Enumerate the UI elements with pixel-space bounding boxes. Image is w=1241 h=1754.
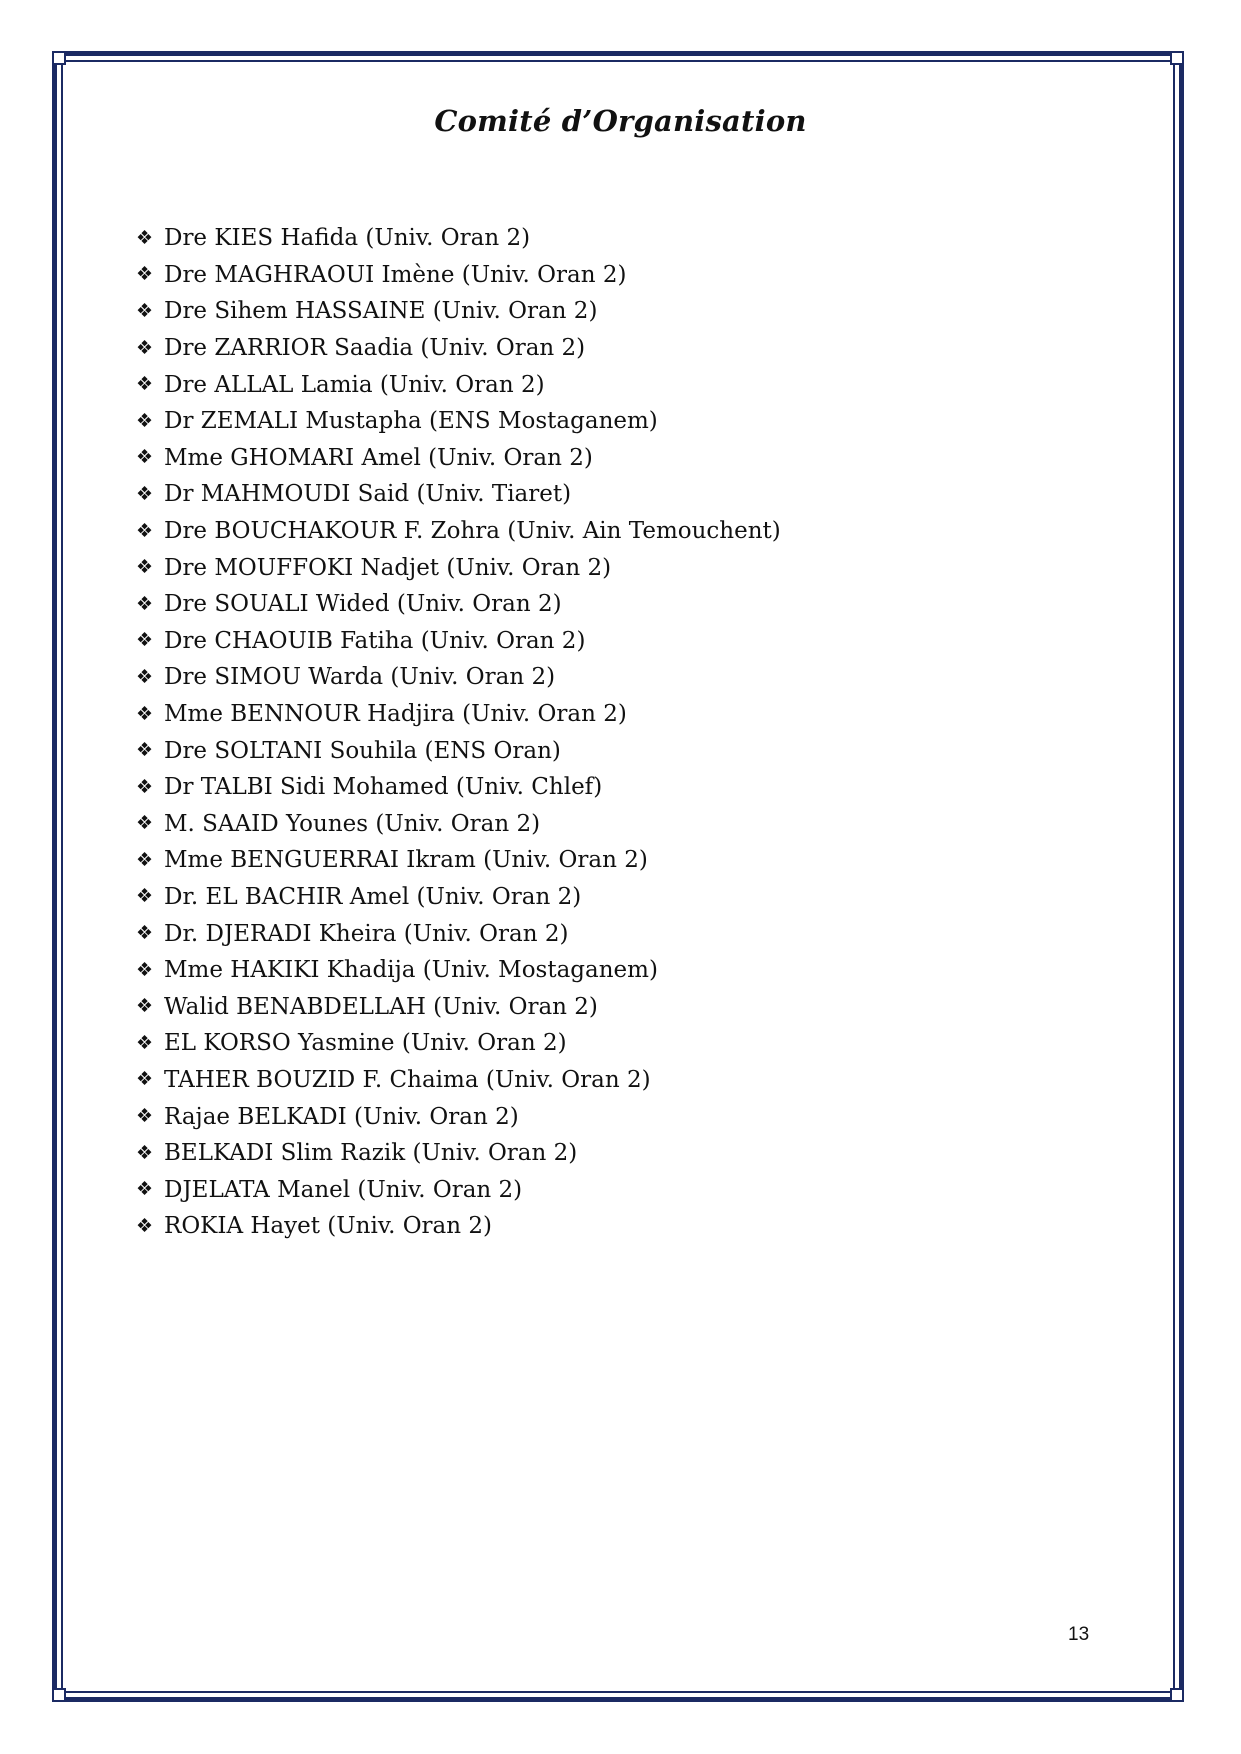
four-diamond-ornament-icon: ❖ (136, 958, 154, 981)
four-diamond-ornament-icon: ❖ (136, 848, 154, 871)
four-diamond-ornament-icon: ❖ (136, 299, 154, 322)
member-name: Rajae BELKADI (Univ. Oran 2) (164, 1103, 519, 1130)
member-name: Dre Sihem HASSAINE (Univ. Oran 2) (164, 298, 598, 325)
four-diamond-ornament-icon: ❖ (136, 263, 154, 286)
member-name: Walid BENABDELLAH (Univ. Oran 2) (164, 993, 598, 1020)
four-diamond-ornament-icon: ❖ (136, 409, 154, 432)
list-item (136, 1135, 781, 1172)
list-item (136, 952, 781, 989)
list-item (136, 293, 781, 330)
member-name: TAHER BOUZID F. Chaima (Univ. Oran 2) (164, 1066, 651, 1093)
list-item (136, 366, 781, 403)
page-number: 13 (1068, 1624, 1090, 1645)
member-name: Mme BENNOUR Hadjira (Univ. Oran 2) (164, 701, 627, 728)
four-diamond-ornament-icon: ❖ (136, 1031, 154, 1054)
four-diamond-ornament-icon: ❖ (136, 885, 154, 908)
member-name: Dr. EL BACHIR Amel (Univ. Oran 2) (164, 883, 582, 910)
list-item (136, 1171, 781, 1208)
four-diamond-ornament-icon: ❖ (136, 226, 154, 249)
member-name: Dre MAGHRAOUI Imène (Univ. Oran 2) (164, 261, 627, 288)
list-item (136, 1062, 781, 1099)
border-corner-top-left (52, 51, 66, 65)
organizing-committee-list (136, 220, 781, 1245)
four-diamond-ornament-icon: ❖ (136, 1068, 154, 1091)
list-item (136, 513, 781, 550)
four-diamond-ornament-icon: ❖ (136, 702, 154, 725)
member-name: Dr TALBI Sidi Mohamed (Univ. Chlef) (164, 774, 603, 801)
border-corner-bottom-right (1170, 1688, 1184, 1702)
member-name: Dre SOLTANI Souhila (ENS Oran) (164, 737, 561, 764)
four-diamond-ornament-icon: ❖ (136, 373, 154, 396)
member-name: Dre SIMOU Warda (Univ. Oran 2) (164, 664, 556, 691)
member-name: Dr ZEMALI Mustapha (ENS Mostaganem) (164, 408, 658, 435)
four-diamond-ornament-icon: ❖ (136, 775, 154, 798)
four-diamond-ornament-icon: ❖ (136, 446, 154, 469)
four-diamond-ornament-icon: ❖ (136, 592, 154, 615)
member-name: Dre ZARRIOR Saadia (Univ. Oran 2) (164, 335, 586, 362)
list-item (136, 915, 781, 952)
member-name: Dr MAHMOUDI Said (Univ. Tiaret) (164, 481, 572, 508)
four-diamond-ornament-icon: ❖ (136, 1214, 154, 1237)
list-item (136, 659, 781, 696)
member-name: ROKIA Hayet (Univ. Oran 2) (164, 1213, 492, 1240)
list-item (136, 1025, 781, 1062)
list-item (136, 440, 781, 477)
list-item (136, 586, 781, 623)
member-name: Dre KIES Hafida (Univ. Oran 2) (164, 225, 531, 252)
member-name: Dr. DJERADI Kheira (Univ. Oran 2) (164, 920, 569, 947)
list-item (136, 769, 781, 806)
member-name: DJELATA Manel (Univ. Oran 2) (164, 1176, 523, 1203)
four-diamond-ornament-icon: ❖ (136, 519, 154, 542)
list-item (136, 732, 781, 769)
list-item (136, 220, 781, 257)
border-corner-bottom-left (52, 1688, 66, 1702)
four-diamond-ornament-icon: ❖ (136, 812, 154, 835)
four-diamond-ornament-icon: ❖ (136, 629, 154, 652)
member-name: BELKADI Slim Razik (Univ. Oran 2) (164, 1140, 578, 1167)
four-diamond-ornament-icon: ❖ (136, 922, 154, 945)
four-diamond-ornament-icon: ❖ (136, 995, 154, 1018)
member-name: Mme HAKIKI Khadija (Univ. Mostaganem) (164, 957, 658, 984)
list-item (136, 842, 781, 879)
list-item (136, 806, 781, 843)
list-item (136, 988, 781, 1025)
member-name: Mme BENGUERRAI Ikram (Univ. Oran 2) (164, 847, 648, 874)
four-diamond-ornament-icon: ❖ (136, 665, 154, 688)
member-name: Dre MOUFFOKI Nadjet (Univ. Oran 2) (164, 554, 612, 581)
border-corner-top-right (1170, 51, 1184, 65)
member-name: Dre BOUCHAKOUR F. Zohra (Univ. Ain Temouchent) (164, 518, 781, 545)
member-name: Dre SOUALI Wided (Univ. Oran 2) (164, 591, 562, 618)
list-item (136, 879, 781, 916)
four-diamond-ornament-icon: ❖ (136, 1178, 154, 1201)
list-item (136, 549, 781, 586)
four-diamond-ornament-icon: ❖ (136, 739, 154, 762)
list-item (136, 696, 781, 733)
list-item (136, 476, 781, 513)
four-diamond-ornament-icon: ❖ (136, 482, 154, 505)
member-name: Dre CHAOUIB Fatiha (Univ. Oran 2) (164, 627, 586, 654)
four-diamond-ornament-icon: ❖ (136, 1105, 154, 1128)
member-name: EL KORSO Yasmine (Univ. Oran 2) (164, 1030, 567, 1057)
list-item (136, 257, 781, 294)
member-name: M. SAAID Younes (Univ. Oran 2) (164, 810, 541, 837)
list-item (136, 1098, 781, 1135)
page-title: Comité d’Organisation (434, 104, 807, 138)
list-item (136, 623, 781, 660)
member-name: Dre ALLAL Lamia (Univ. Oran 2) (164, 371, 545, 398)
four-diamond-ornament-icon: ❖ (136, 336, 154, 359)
member-name: Mme GHOMARI Amel (Univ. Oran 2) (164, 444, 593, 471)
list-item (136, 330, 781, 367)
four-diamond-ornament-icon: ❖ (136, 1141, 154, 1164)
list-item (136, 403, 781, 440)
list-item (136, 1208, 781, 1245)
four-diamond-ornament-icon: ❖ (136, 556, 154, 579)
